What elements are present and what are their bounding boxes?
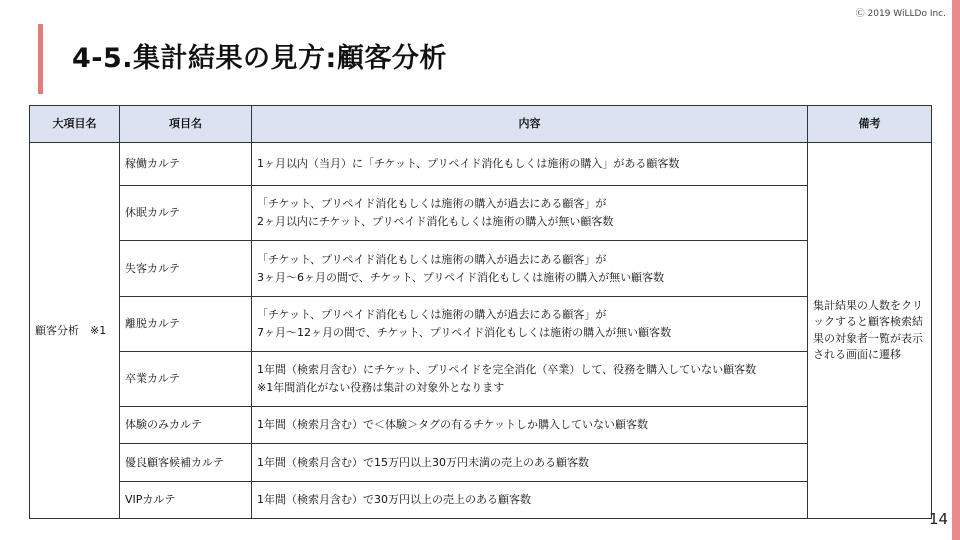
table-row — [30, 482, 932, 519]
right-edge-bar — [952, 0, 960, 540]
page-number: 14 — [929, 510, 949, 528]
content-cell — [252, 482, 808, 519]
page-title: 4-5.集計結果の見方:顧客分析 — [72, 43, 447, 74]
header-notes: 備考 — [808, 106, 932, 143]
content-line: 「チケット、プリペイド消化もしくは施術の購入が過去にある顧客」が — [257, 252, 607, 266]
notes-cell: 集計結果の人数をクリックすると顧客検索結果の対象者一覧が表示される画面に遷移 — [808, 143, 932, 519]
item-name: 失客カルテ — [120, 241, 252, 297]
content-cell — [252, 143, 808, 186]
item-name: 優良顧客候補カルテ — [120, 444, 252, 482]
item-name: VIPカルテ — [120, 482, 252, 519]
content-line: 1年間（検索月含む）で＜体験＞タグの有るチケットしか購入していない顧客数 — [257, 418, 649, 432]
copyright: Ⓒ 2019 WiLLDo Inc. — [855, 9, 946, 19]
customer-analysis-table — [29, 105, 932, 519]
content-line: 7ヶ月～12ヶ月の間で、チケット、プリペイド消化もしくは施術の購入が無い顧客数 — [257, 326, 672, 339]
content-cell — [252, 444, 808, 482]
header-category: 大項目名 — [30, 106, 120, 143]
content-line: 1年間（検索月含む）にチケット、プリペイドを完全消化（卒業）して、役務を購入していない顧客数 — [257, 363, 757, 377]
table-row — [30, 407, 932, 444]
item-name: 稼働カルテ — [120, 143, 252, 186]
title-accent-bar — [38, 24, 43, 94]
table-header-row — [30, 106, 932, 143]
content-line: 1年間（検索月含む）で15万円以上30万円未満の売上のある顧客数 — [257, 455, 589, 469]
item-name: 休眠カルテ — [120, 186, 252, 241]
content-line: ※1年間消化がない役務は集計の対象外となります — [257, 381, 505, 394]
table-row — [30, 186, 932, 241]
header-item: 項目名 — [120, 106, 252, 143]
content-cell — [252, 297, 808, 352]
content-cell — [252, 241, 808, 297]
table-row — [30, 352, 932, 407]
content-cell — [252, 352, 808, 407]
item-name: 体験のみカルテ — [120, 407, 252, 444]
item-name: 卒業カルテ — [120, 352, 252, 407]
content-line: 1ヶ月以内（当月）に「チケット、プリペイド消化もしくは施術の購入」がある顧客数 — [257, 157, 680, 171]
table-row — [30, 143, 932, 186]
category-cell: 顧客分析 ※1 — [30, 143, 120, 519]
table-row — [30, 444, 932, 482]
content-line: 3ヶ月～6ヶ月の間で、チケット、プリペイド消化もしくは施術の購入が無い顧客数 — [257, 270, 665, 284]
table-row — [30, 297, 932, 352]
content-cell — [252, 407, 808, 444]
content-line: 「チケット、プリペイド消化もしくは施術の購入が過去にある顧客」が — [257, 308, 607, 322]
content-line: 1年間（検索月含む）で30万円以上の売上のある顧客数 — [257, 493, 531, 507]
content-line: 「チケット、プリペイド消化もしくは施術の購入が過去にある顧客」が — [257, 197, 607, 211]
content-cell — [252, 186, 808, 241]
header-content: 内容 — [252, 106, 808, 143]
item-name: 離脱カルテ — [120, 297, 252, 352]
content-line: 2ヶ月以内にチケット、プリペイド消化もしくは施術の購入が無い顧客数 — [257, 215, 614, 228]
table-row — [30, 241, 932, 297]
